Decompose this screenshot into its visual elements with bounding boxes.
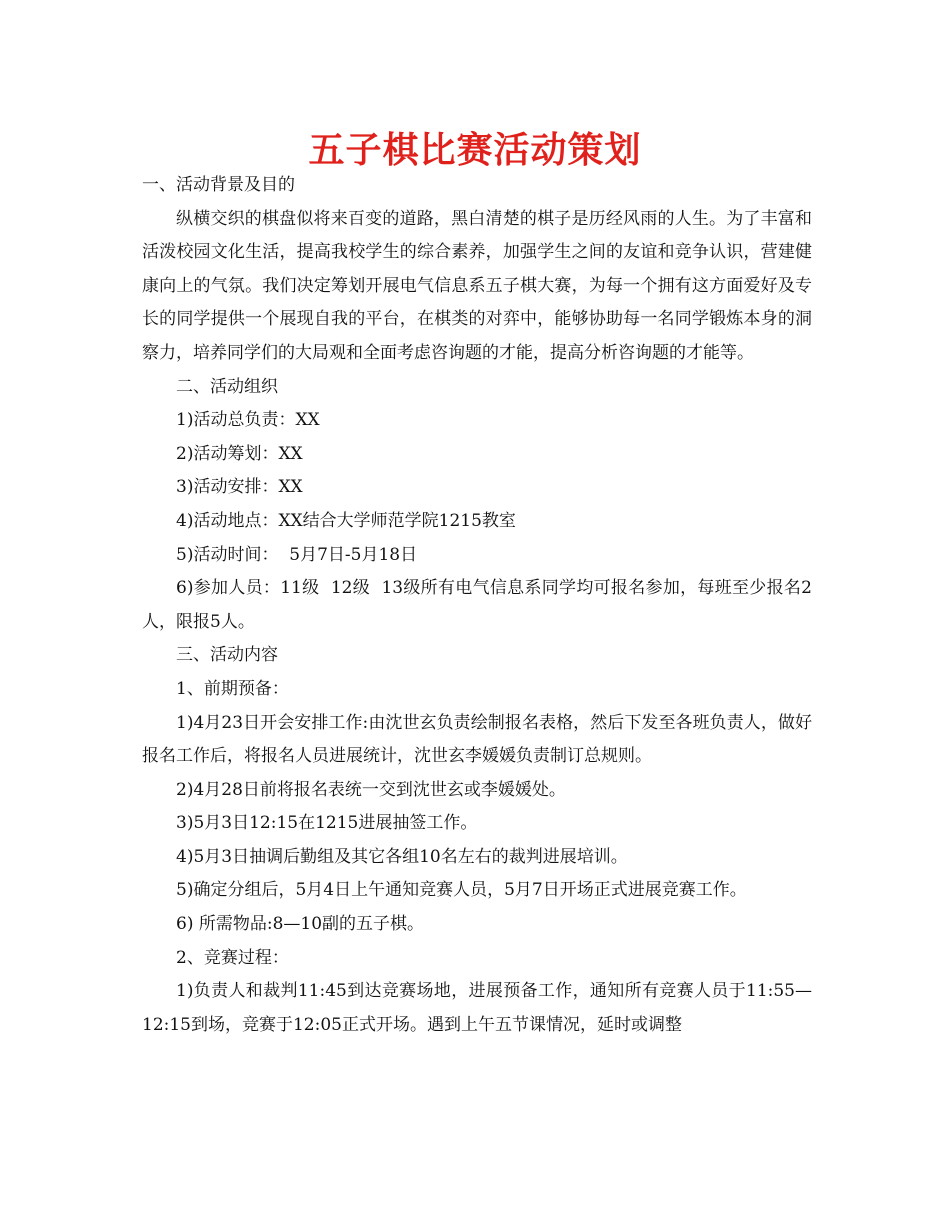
section-heading-content: 三、活动内容 <box>176 645 278 666</box>
prep-item: 4)5月3日抽调后勤组及其它各组10名左右的裁判进展培训。 <box>176 846 628 867</box>
process-item: 1)负责人和裁判11:45到达竞赛场地，进展预备工作，通知所有竞赛人员于11:55—12:15到场，竞赛于12:05正式开场。遇到上午五节课情况，延时或调整 <box>142 981 812 1035</box>
org-item: 2)活动筹划：XX <box>176 443 303 464</box>
section-heading-organization: 二、活动组织 <box>176 376 278 397</box>
org-item: 3)活动安排：XX <box>176 477 303 498</box>
org-item: 1)活动总负责：XX <box>176 410 320 431</box>
document-body <box>142 169 812 1042</box>
org-item: 4)活动地点：XX结合大学师范学院1215教室 <box>176 510 516 531</box>
prep-item: 2)4月28日前将报名表统一交到沈世玄或李媛媛处。 <box>176 779 566 800</box>
background-paragraph: 纵横交织的棋盘似将来百变的道路，黑白清楚的棋子是历经风雨的人生。为了丰富和活泼校园文化生活，提高我校学生的综合素养，加强学生之间的友谊和竞争认识，营建健康向上的气氛。我们决定筹划开展电气信息系五子棋大赛，为每一个拥有这方面爱好及专长的同学提供一个展现自我的平台，在棋类的对弈中，能够协助每一名同学锻炼本身的洞察力，培养同学们的大局观和全面考虑咨询题的才能，提高分析咨询题的才能等。 <box>142 208 812 363</box>
org-item: 5)活动时间： 5月7日-5月18日 <box>176 544 418 565</box>
subsection-heading-preparation: 1、前期预备： <box>176 678 289 699</box>
section-heading-background: 一、活动背景及目的 <box>142 175 295 195</box>
org-item: 6)参加人员：11级 12级 13级所有电气信息系同学均可报名参加，每班至少报名2人，限报5人。 <box>142 578 812 632</box>
prep-item: 1)4月23日开会安排工作:由沈世玄负责绘制报名表格，然后下发至各班负责人，做好报名工作后，将报名人员进展统计，沈世玄李媛媛负责制订总规则。 <box>142 712 812 767</box>
document-title: 五子棋比赛活动策划 <box>308 130 642 171</box>
prep-item: 3)5月3日12:15在1215进展抽签工作。 <box>176 813 478 834</box>
subsection-heading-process: 2、竞赛过程： <box>176 947 289 968</box>
prep-item: 5)确定分组后，5月4日上午通知竞赛人员，5月7日开场正式进展竞赛工作。 <box>176 880 747 901</box>
prep-item: 6) 所需物品:8—10副的五子棋。 <box>176 914 425 935</box>
